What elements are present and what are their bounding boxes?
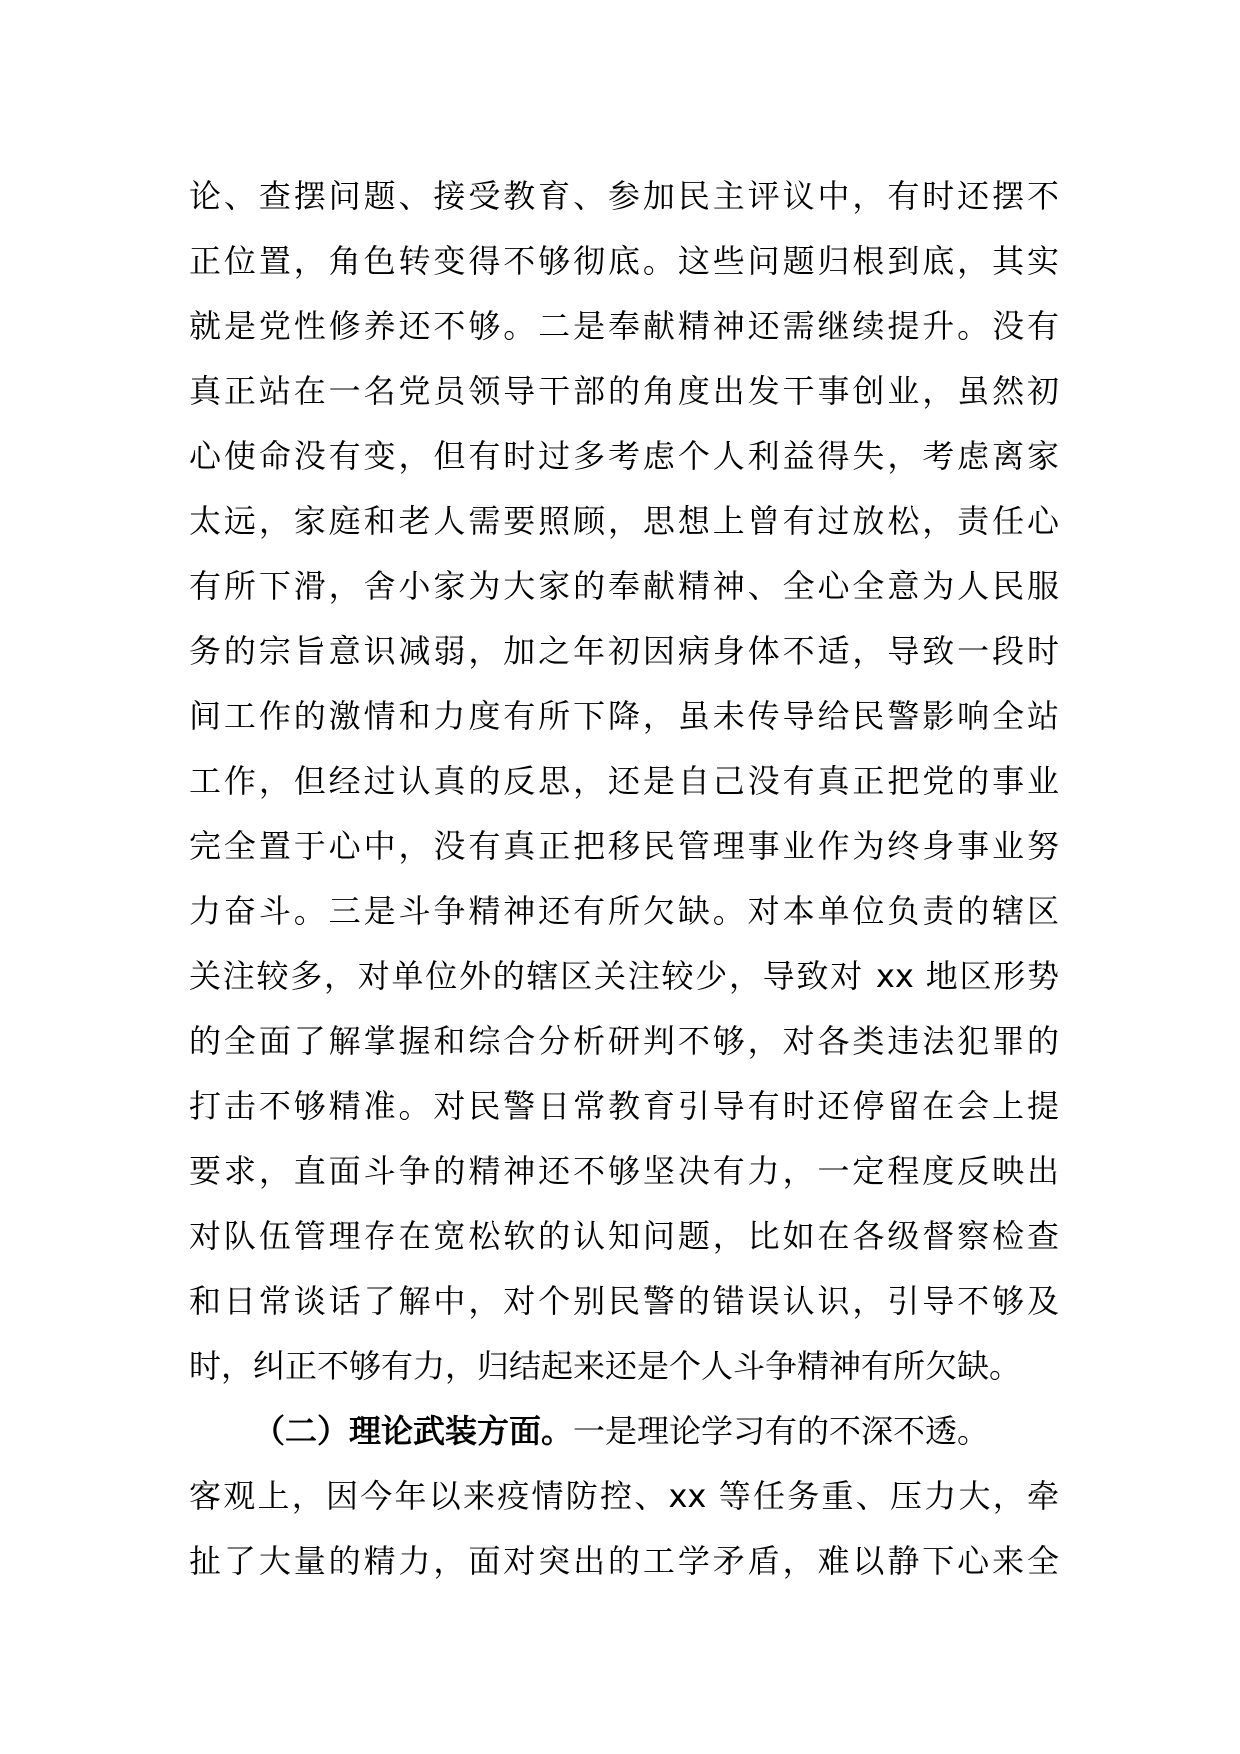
text-line: 完全置于心中，没有真正把移民管理事业作为终身事业努 <box>189 827 1059 865</box>
text-line: 时，纠正不够有力，归结起来还是个人斗争精神有所欠缺。 <box>189 1347 1022 1385</box>
text-line: 务的宗旨意识减弱，加之年初因病身体不适，导致一段时 <box>189 632 1059 670</box>
text-line: 就是党性修养还不够。二是奉献精神还需继续提升。没有 <box>189 307 1059 345</box>
section-heading: （二）理论武装方面。 <box>253 1412 574 1450</box>
text-line: 关注较多，对单位外的辖区关注较少，导致对 xx 地区形势 <box>189 957 1059 995</box>
body-text <box>189 164 1059 1594</box>
text-line: 有所下滑，舍小家为大家的奉献精神、全心全意为人民服 <box>189 567 1059 605</box>
text-line: 和日常谈话了解中，对个别民警的错误认识，引导不够及 <box>189 1282 1059 1320</box>
section-lead-text: 一是理论学习有的不深不透。 <box>573 1412 990 1450</box>
text-line: 太远，家庭和老人需要照顾，思想上曾有过放松，责任心 <box>189 502 1059 540</box>
text-line: 要求，直面斗争的精神还不够坚决有力，一定程度反映出 <box>189 1152 1059 1190</box>
text-line: 扯了大量的精力，面对突出的工学矛盾，难以静下心来全 <box>189 1542 1059 1580</box>
text-line: 打击不够精准。对民警日常教育引导有时还停留在会上提 <box>189 1087 1059 1125</box>
text-line: 心使命没有变，但有时过多考虑个人利益得失，考虑离家 <box>189 437 1059 475</box>
text-line: 对队伍管理存在宽松软的认知问题，比如在各级督察检查 <box>189 1217 1059 1255</box>
text-line: 正位置，角色转变得不够彻底。这些问题归根到底，其实 <box>189 242 1059 280</box>
text-line: 工作，但经过认真的反思，还是自己没有真正把党的事业 <box>189 762 1059 800</box>
text-line: 客观上，因今年以来疫情防控、xx 等任务重、压力大，牵 <box>189 1477 1059 1515</box>
text-line: 真正站在一名党员领导干部的角度出发干事创业，虽然初 <box>189 372 1059 410</box>
section-first-line <box>189 1399 1059 1464</box>
text-line: 的全面了解掌握和综合分析研判不够，对各类违法犯罪的 <box>189 1022 1059 1060</box>
text-line: 论、查摆问题、接受教育、参加民主评议中，有时还摆不 <box>189 177 1059 215</box>
text-line: 间工作的激情和力度有所下降，虽未传导给民警影响全站 <box>189 697 1059 735</box>
text-line: 力奋斗。三是斗争精神还有所欠缺。对本单位负责的辖区 <box>189 892 1059 930</box>
